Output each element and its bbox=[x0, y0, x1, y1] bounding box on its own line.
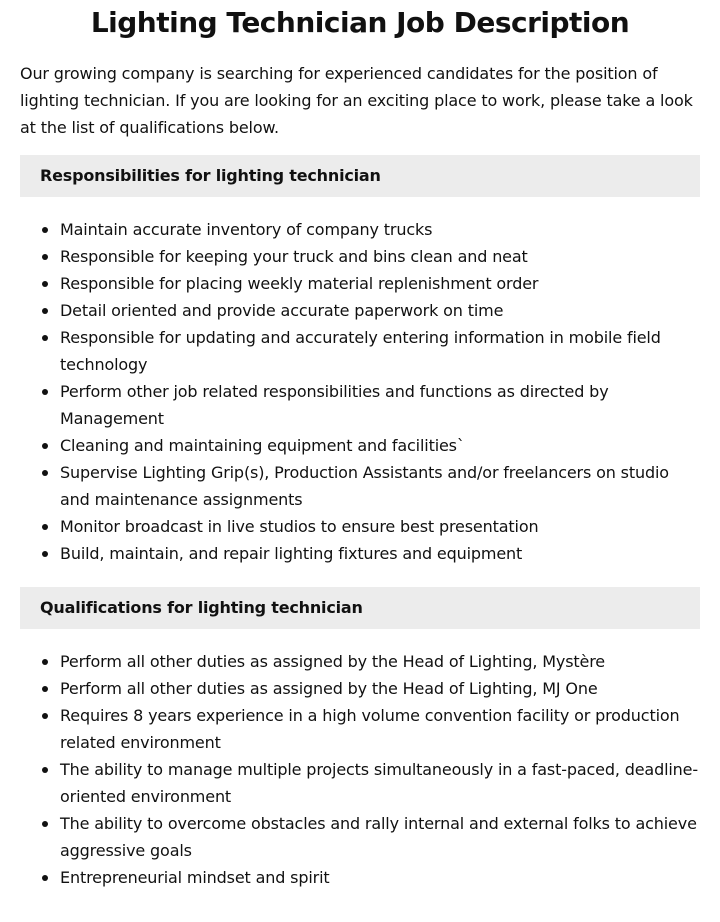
list-item-text: Monitor broadcast in live studios to ensure best presentation bbox=[60, 517, 539, 536]
bullet-icon bbox=[42, 551, 48, 557]
list-item bbox=[20, 648, 700, 675]
bullet-icon bbox=[42, 227, 48, 233]
list-item-text: Perform all other duties as assigned by the Head of Lighting, Mystère bbox=[60, 652, 605, 671]
bullet-icon bbox=[42, 713, 48, 719]
qualifications-list bbox=[20, 648, 700, 891]
responsibilities-list bbox=[20, 216, 700, 567]
list-item bbox=[20, 540, 700, 567]
list-item-text: Requires 8 years experience in a high volume convention facility or production related environment bbox=[60, 706, 680, 752]
responsibilities-heading: Responsibilities for lighting technician bbox=[20, 155, 700, 197]
list-item-text: Responsible for placing weekly material replenishment order bbox=[60, 274, 539, 293]
bullet-icon bbox=[42, 389, 48, 395]
list-item bbox=[20, 324, 700, 378]
list-item bbox=[20, 243, 700, 270]
list-item-text: The ability to manage multiple projects simultaneously in a fast-paced, deadline-oriented environment bbox=[60, 760, 698, 806]
list-item-text: Maintain accurate inventory of company trucks bbox=[60, 220, 433, 239]
list-item bbox=[20, 810, 700, 864]
bullet-icon bbox=[42, 821, 48, 827]
list-item-text: Build, maintain, and repair lighting fixtures and equipment bbox=[60, 544, 523, 563]
list-item-text: The ability to overcome obstacles and rally internal and external folks to achieve aggressive goals bbox=[60, 814, 697, 860]
bullet-icon bbox=[42, 875, 48, 881]
list-item bbox=[20, 378, 700, 432]
list-item bbox=[20, 459, 700, 513]
list-item bbox=[20, 702, 700, 756]
bullet-icon bbox=[42, 443, 48, 449]
list-item bbox=[20, 513, 700, 540]
bullet-icon bbox=[42, 281, 48, 287]
list-item bbox=[20, 216, 700, 243]
bullet-icon bbox=[42, 686, 48, 692]
list-item bbox=[20, 756, 700, 810]
bullet-icon bbox=[42, 254, 48, 260]
bullet-icon bbox=[42, 335, 48, 341]
list-item bbox=[20, 297, 700, 324]
list-item bbox=[20, 675, 700, 702]
list-item-text: Cleaning and maintaining equipment and facilities` bbox=[60, 436, 465, 455]
list-item-text: Responsible for keeping your truck and bins clean and neat bbox=[60, 247, 528, 266]
bullet-icon bbox=[42, 308, 48, 314]
list-item bbox=[20, 864, 700, 891]
bullet-icon bbox=[42, 470, 48, 476]
qualifications-heading: Qualifications for lighting technician bbox=[20, 587, 700, 629]
list-item-text: Perform other job related responsibilities and functions as directed by Management bbox=[60, 382, 609, 428]
bullet-icon bbox=[42, 659, 48, 665]
bullet-icon bbox=[42, 767, 48, 773]
intro-paragraph: Our growing company is searching for experienced candidates for the position of lighting technician. If you are looking for an exciting place to work, please take a look at the list of qualifications below. bbox=[20, 64, 693, 137]
bullet-icon bbox=[42, 524, 48, 530]
list-item bbox=[20, 270, 700, 297]
list-item-text: Perform all other duties as assigned by the Head of Lighting, MJ One bbox=[60, 679, 598, 698]
list-item bbox=[20, 432, 700, 459]
list-item-text: Supervise Lighting Grip(s), Production Assistants and/or freelancers on studio and maintenance assignments bbox=[60, 463, 669, 509]
list-item-text: Responsible for updating and accurately entering information in mobile field technology bbox=[60, 328, 661, 374]
list-item-text: Entrepreneurial mindset and spirit bbox=[60, 868, 330, 887]
page-title: Lighting Technician Job Description bbox=[90, 6, 630, 39]
list-item-text: Detail oriented and provide accurate paperwork on time bbox=[60, 301, 504, 320]
